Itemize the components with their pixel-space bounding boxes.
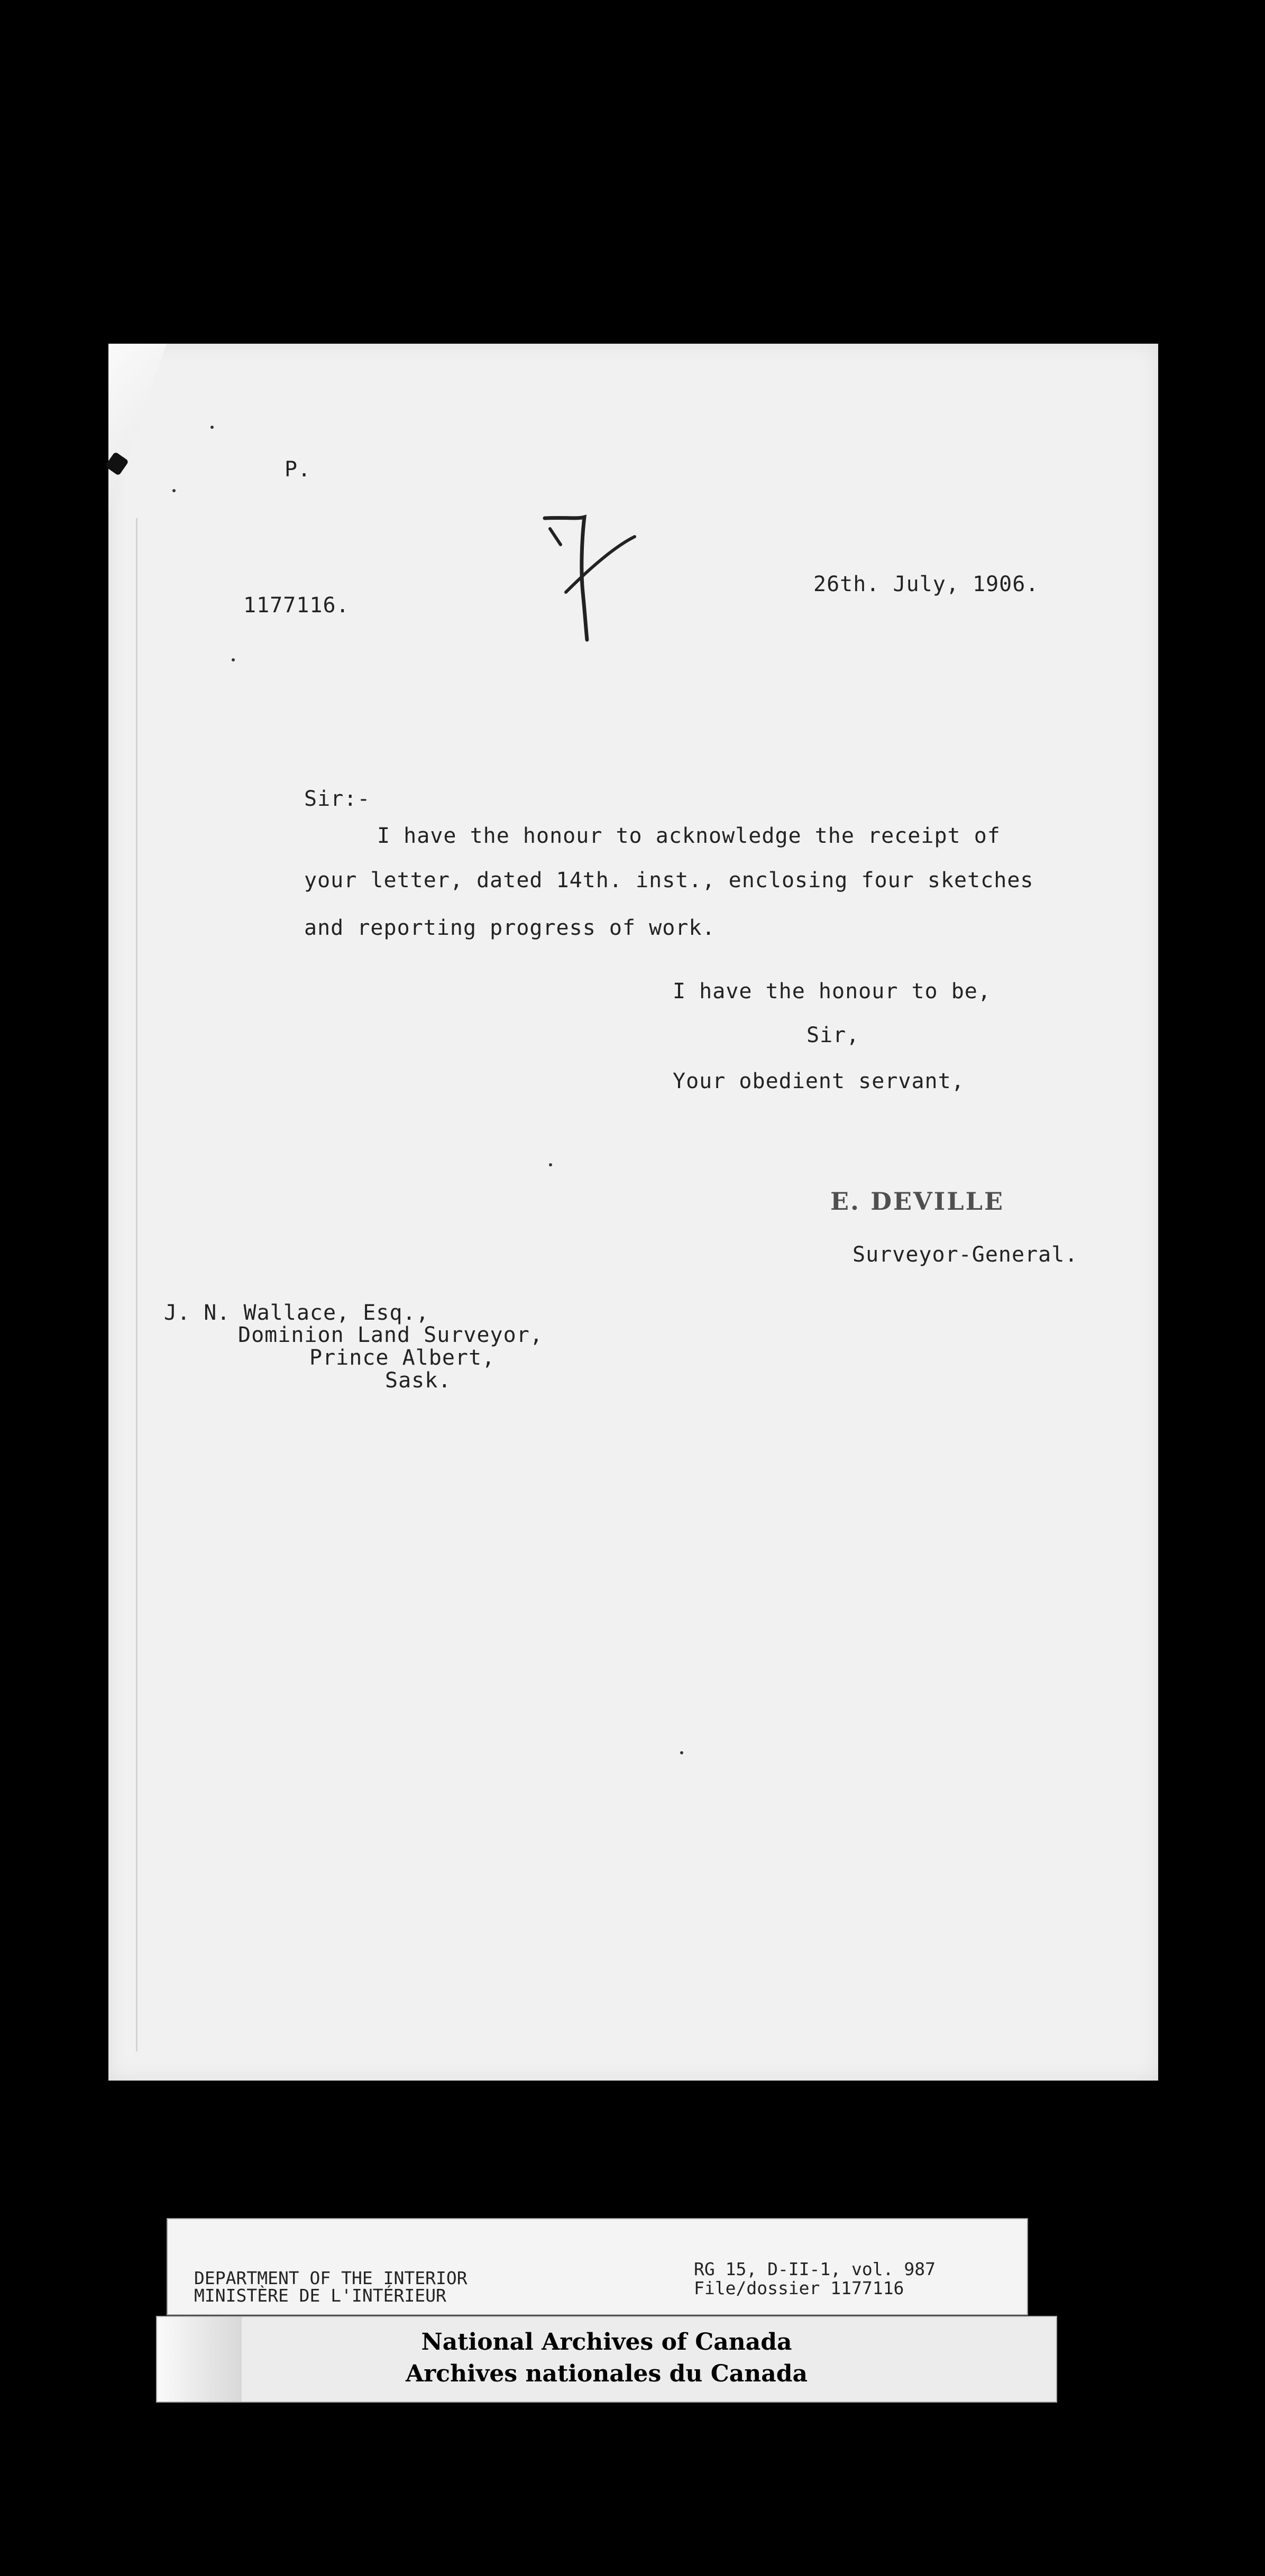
recipient-line: J. N. Wallace, Esq.,: [164, 1301, 429, 1325]
ink-speck: [549, 1163, 552, 1166]
department-en: DEPARTMENT OF THE INTERIOR: [194, 2268, 468, 2288]
file-reference: File/dossier 1177116: [694, 2278, 904, 2298]
department-fr: MINISTÈRE DE L'INTÉRIEUR: [194, 2285, 446, 2306]
archive-reference: RG 15, D-II-1, vol. 987: [694, 2259, 936, 2279]
recipient-line: Sask.: [385, 1368, 452, 1393]
salutation: Sir:-: [304, 787, 371, 811]
letter-mark: P.: [285, 457, 311, 482]
closing-line: Your obedient servant,: [673, 1069, 965, 1093]
recipient-line: Prince Albert,: [309, 1346, 496, 1370]
archives-name-en: National Archives of Canada: [421, 2329, 792, 2356]
body-line: your letter, dated 14th. inst., enclosing four sketches: [304, 868, 1034, 893]
folded-corner: [108, 344, 167, 513]
signature-stamp: E. DEVILLE: [830, 1187, 1004, 1216]
handwritten-seven: [534, 508, 640, 645]
archive-reference-label: [167, 2218, 1028, 2315]
file-number: 1177116.: [243, 593, 350, 618]
body-line: and reporting progress of work.: [304, 916, 716, 940]
letter-date: 26th. July, 1906.: [813, 572, 1039, 596]
closing-line: Sir,: [806, 1023, 860, 1047]
page-edge-shadow: [136, 518, 138, 2051]
body-line: I have the honour to acknowledge the receipt of: [377, 824, 1001, 848]
ink-speck: [210, 426, 214, 429]
archives-name-fr: Archives nationales du Canada: [405, 2360, 808, 2387]
ink-speck: [680, 1751, 683, 1754]
ink-speck: [232, 658, 235, 661]
ink-speck: [172, 489, 176, 492]
archives-banner: [156, 2316, 1057, 2403]
recipient-line: Dominion Land Surveyor,: [238, 1323, 543, 1347]
signer-title: Surveyor-General.: [852, 1243, 1078, 1267]
closing-line: I have the honour to be,: [673, 979, 991, 1004]
